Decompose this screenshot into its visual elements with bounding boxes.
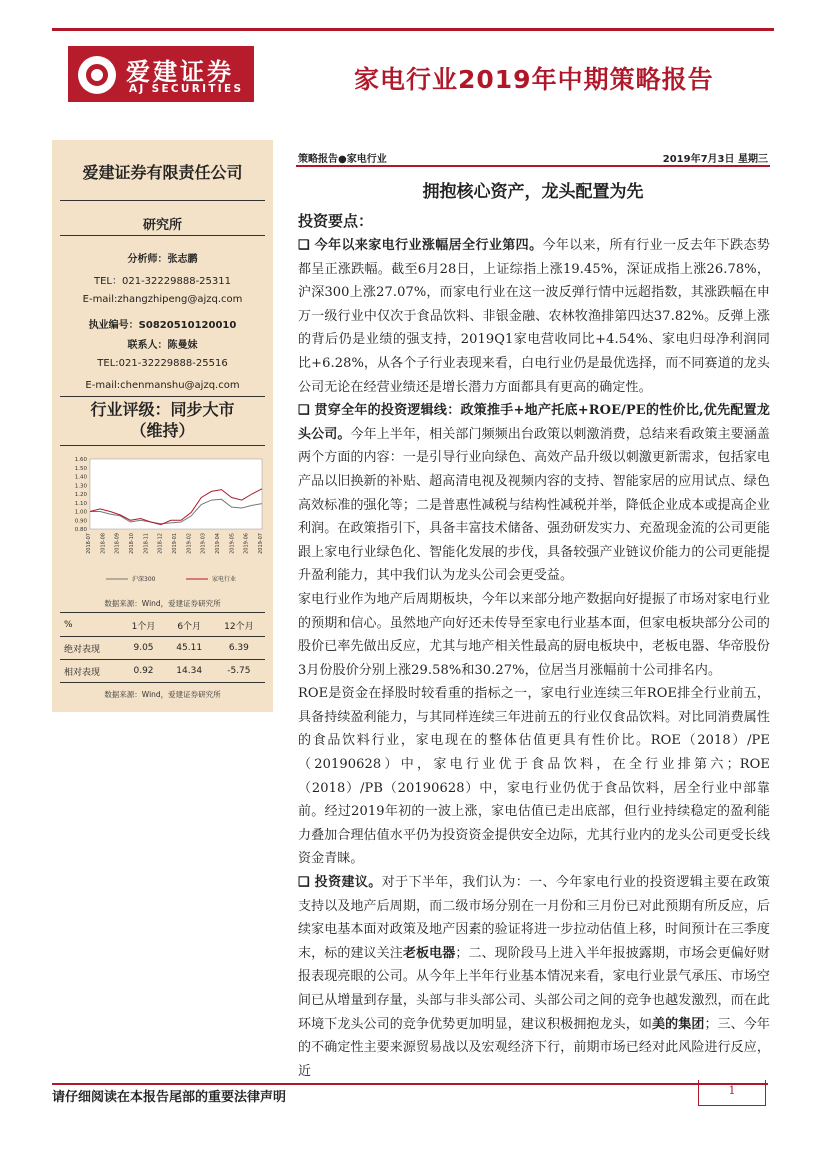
paragraph [298,588,770,682]
analyst-name: 分析师：张志鹏 [127,254,198,265]
x-tick-label: 2018-12 [157,533,164,554]
table-cell: 45.11 [176,643,203,653]
report-body [298,234,770,1083]
x-tick-label: 2018-11 [143,533,150,554]
x-tick-label: 2018-08 [100,533,107,554]
x-tick-label: 2018-09 [114,533,121,554]
paragraph-text: 对于下半年，我们认为：一、今年家电行业的投资逻辑主要在政策支持以及地产后周期，而二级市场分别在一月份和三月份已对此预期有所反应，后续家电基本面对政策及地产因素的验证将进一步拉动估值上移，时间预计在三季度末，标的建议关注 [298,875,770,961]
sidebar-divider [60,396,265,397]
x-tick-label: 2019-06 [243,533,250,554]
x-tick-label: 2019-03 [200,533,207,554]
contact-tel: TEL:021-32229888-25516 [97,358,228,369]
paragraph-lead: ❑ 投资建议。 [298,875,382,891]
x-tick-label: 2018-07 [86,533,92,554]
table-cell: 6.39 [228,643,249,653]
x-tick-label: 2019-02 [186,533,193,554]
paragraph [298,234,770,399]
legend-label: 家电行业 [212,576,237,583]
table-row [60,637,265,660]
paragraph-text: 今年上半年，相关部门频频出台政策以刺激消费，总结来看政策主要涵盖两个方面的内容：一是引导行业向绿色、高效产品升级以刺激更新需求，包括家电产品以旧换新的补贴、超高清电视及视频内容的支持、智能家居的应用试点、绿色高效标准的强化等；二是普惠性减税与结构性减税并举，降低企业成本或提高企业利润。在政策指引下，具备丰富技术储备、强劲研发实力、充盈现金流的公司更能跟上家电行业绿色化、智能化发展的步伐，具备较强产业链议价能力的公司更能提升盈利能力，其中我们认为龙头公司会更受益。 [298,426,770,584]
footer-rule [52,1083,768,1085]
y-tick-label: 1.60 [74,457,87,463]
analyst-tel: TEL：021-32229888-25311 [93,276,231,287]
sidebar-divider [60,445,265,446]
sidebar-divider [60,200,265,201]
logo-chinese-text: 爱建证券 [126,58,234,86]
y-tick-label: 0.80 [74,527,87,533]
sidebar-divider [60,612,265,613]
content-header-rule [296,165,770,167]
report-subtitle: 拥抱核心资产，龙头配置为先 [422,182,644,202]
table-header-cell: 12个月 [224,621,254,632]
section-title: 投资要点： [298,212,374,230]
report-title: 家电行业2019年中期策略报告 [354,65,714,94]
table-cell: 9.05 [133,643,154,653]
paragraph [298,682,770,871]
page-number: 1 [728,1084,736,1097]
paragraph [298,399,770,588]
company-highlight: 老板电器 [402,945,456,961]
industry-rating [52,399,273,441]
y-tick-label: 1.10 [74,500,87,507]
department-name: 研究所 [142,218,182,233]
table-cell: 0.92 [133,666,154,676]
table-cell: 14.34 [176,666,203,676]
report-category: 策略报告●家电行业 [298,154,387,165]
company-name: 爱建证券有限责任公司 [82,163,243,182]
table-row [60,660,265,683]
table-header-cell: % [64,620,73,630]
table-header-cell: 6个月 [177,621,202,632]
row-label: 相对表现 [64,667,101,678]
certificate-number: 执业编号：S0820510120010 [88,320,237,331]
x-tick-label: 2019-04 [215,533,221,554]
paragraph-lead: ❑ 贯穿全年的投资逻辑线：政策推手+地产托底+ROE/PE的性价比,优先配置龙头公司。 [298,403,770,442]
sidebar-divider [60,235,265,236]
chart-source: 数据来源：Wind，爱建证券研究所 [104,599,221,608]
paragraph-text: ROE是资金在择股时较看重的指标之一，家电行业连续三年ROE排全行业前五，具备持续盈利能力，与其同样连续三年进前五的行业仅食品饮料。对比同消费属性的食品饮料行业，家电现在的整体估值更具有性价比。ROE（2018）/PE（20190628）中，家电行业优于食品饮料，在全行业排第六；ROE（2018）/PB（20190628）中，家电行业仍优于食品饮料，居全行业中部靠前。经过2019年初的一波上涨，家电估值已走出底部，但行业持续稳定的盈利能力叠加合理估值水平仍为投资资金提供安全边际，尤其行业内的龙头公司更受长线资金青睐。 [298,686,770,867]
y-tick-label: 1.00 [74,509,87,516]
paragraph-text: ；三、今年的不确定性主要来源贸易战以及宏观经济下行，前期市场已经对此风险进行反应，近 [298,1016,770,1079]
y-tick-label: 0.90 [74,518,87,525]
x-tick-label: 2019-07 [258,533,264,554]
legend-label: 沪深300 [132,576,156,583]
contact-name: 联系人：陈曼妹 [127,340,198,351]
table-header-cell: 1个月 [131,621,156,632]
logo-english-text: AJ SECURITIES [129,83,244,95]
y-tick-label: 1.20 [74,492,87,498]
table-source: 数据来源：Wind，爱建证券研究所 [104,690,221,699]
paragraph-text: 家电行业作为地产后周期板块，今年以来部分地产数据向好提振了市场对家电行业的预期和信心。虽然地产向好还未传导至家电行业基本面，但家电板块部分公司的股价已率先做出反应，尤其与地产相关性最高的厨电板块中，老板电器、华帝股份3月份股价分别上涨29.58%和30.27%，位居当月涨幅前十公司排名内。 [298,591,770,678]
header-rule [52,28,774,31]
performance-chart [66,453,266,589]
y-tick-label: 1.40 [74,474,87,481]
logo-mark-inner [86,64,108,86]
report-date: 2019年7月3日 星期三 [662,154,768,165]
paragraph-text: ；二、现阶段马上进入半年报披露期，市场会更偏好财报表现亮眼的公司。从今年上半年行业基本情况来看，家电行业景气承压、市场空间已从增量到存量，头部与非头部公司、头部公司之间的竞争也越发激烈，而在此环境下龙头公司的竞争优势更加明显，建议积极拥抱龙头，如 [298,945,770,1032]
plot-area [90,459,262,529]
y-tick-label: 1.50 [74,465,87,472]
paragraph-lead: ❑ 今年以来家电行业涨幅居全行业第四。 [298,238,543,253]
rating-status: （维持） [130,421,195,440]
y-tick-label: 1.30 [74,483,87,490]
table-header-row [60,614,265,637]
company-highlight: 美的集团 [652,1016,705,1032]
analyst-email[interactable]: E-mail:zhangzhipeng@ajzq.com [82,294,243,305]
contact-email[interactable]: E-mail:chenmanshu@ajzq.com [85,380,240,391]
paragraph-text: 今年以来，所有行业一反去年下跌态势都呈正涨跌幅。截至6月28日，上证综指上涨19.45%，深证成指上涨26.78%，沪深300上涨27.07%，而家电行业在这一波反弹行情中远超指数，其涨跌幅在申万一级行业中仅次于食品饮料、非银金融、农林牧渔排第四达37.82%。反弹上涨的背后仍是业绩的强支持，2019Q1家电营收同比+4.54%、家电归母净利润同比+6.28%，从各个子行业表现来看，白电行业仍是最优选择，而不同赛道的龙头公司无论在经营业绩还是增长潜力方面都具有更高的确定性。 [298,238,770,395]
rating-label: 行业评级：同步大市 [90,400,235,419]
x-tick-label: 2019-01 [172,533,178,554]
row-label: 绝对表现 [64,644,101,655]
x-tick-label: 2018-10 [129,533,135,554]
x-tick-label: 2019-05 [229,533,236,554]
performance-table [60,614,265,683]
legal-disclaimer-link[interactable]: 请仔细阅读在本报告尾部的重要法律声明 [52,1090,287,1105]
paragraph [298,871,770,1083]
table-cell: -5.75 [227,666,251,676]
